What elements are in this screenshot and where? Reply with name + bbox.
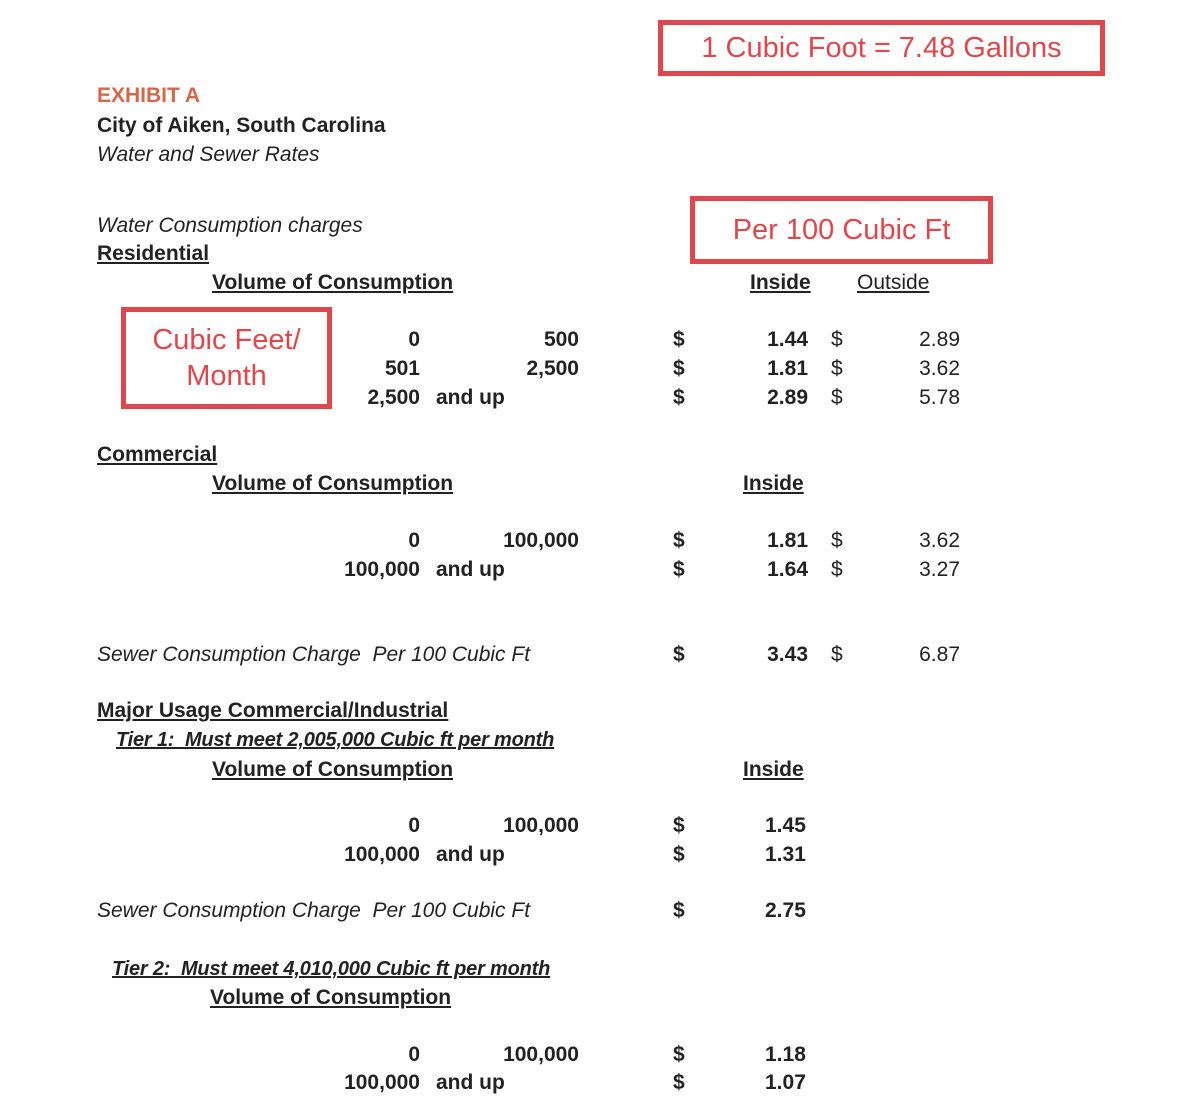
units-callout-line1: Cubic Feet/ (152, 323, 301, 356)
per-unit-callout-text: Per 100 Cubic Ft (732, 213, 951, 246)
range-to: 2,500 (526, 357, 579, 380)
currency-sign: $ (673, 843, 685, 866)
residential-volume-label: Volume of Consumption (212, 271, 454, 294)
inside-rate: 1.44 (767, 328, 808, 351)
range-to: 100,000 (503, 1043, 579, 1066)
currency-sign: $ (673, 357, 685, 380)
range-to: and up (436, 386, 505, 409)
currency-sign: $ (831, 386, 843, 409)
commercial-inside-label: Inside (743, 472, 804, 495)
inside-rate: 1.45 (765, 814, 806, 837)
residential-outside-label: Outside (857, 271, 930, 294)
inside-rate: 1.18 (765, 1043, 806, 1066)
inside-rate: 2.89 (767, 386, 808, 409)
inside-rate: 3.43 (767, 643, 808, 666)
range-from: 100,000 (344, 558, 420, 581)
currency-sign: $ (673, 899, 685, 922)
currency-sign: $ (673, 328, 685, 351)
rates-subtitle: Water and Sewer Rates (97, 143, 320, 166)
water-charges-label: Water Consumption charges (97, 214, 363, 237)
tier1-inside-label: Inside (743, 758, 804, 781)
outside-rate: 3.62 (919, 529, 960, 552)
major-usage-title: Major Usage Commercial/Industrial (97, 699, 449, 722)
range-to: 500 (543, 328, 579, 351)
inside-rate: 1.81 (767, 529, 808, 552)
inside-rate: 1.81 (767, 357, 808, 380)
units-callout-line2: Month (186, 360, 267, 392)
per-unit-callout (690, 196, 993, 264)
currency-sign: $ (831, 328, 843, 351)
commercial-title: Commercial (97, 443, 218, 466)
currency-sign: $ (673, 1071, 685, 1094)
units-callout (121, 307, 332, 409)
city-title: City of Aiken, South Carolina (97, 114, 386, 137)
currency-sign: $ (673, 386, 685, 409)
exhibit-heading: EXHIBIT A (97, 84, 201, 107)
outside-rate: 3.62 (919, 357, 960, 380)
inside-rate: 1.31 (765, 843, 806, 866)
inside-rate: 2.75 (765, 899, 806, 922)
conversion-callout-text: 1 Cubic Foot = 7.48 Gallons (701, 31, 1062, 64)
commercial-volume-label: Volume of Consumption (212, 472, 454, 495)
inside-rate: 1.64 (767, 558, 808, 581)
outside-rate: 2.89 (919, 328, 960, 351)
tier2-label: Tier 2: Must meet 4,010,000 Cubic ft per month (112, 958, 551, 980)
range-to: and up (436, 843, 505, 866)
range-to: and up (436, 1071, 505, 1094)
currency-sign: $ (673, 558, 685, 581)
outside-rate: 6.87 (919, 643, 960, 666)
range-from: 2,500 (367, 386, 420, 409)
range-from: 0 (408, 1043, 420, 1066)
currency-sign: $ (673, 814, 685, 837)
currency-sign: $ (831, 558, 843, 581)
currency-sign: $ (831, 529, 843, 552)
currency-sign: $ (831, 643, 843, 666)
tier1-volume-label: Volume of Consumption (212, 758, 454, 781)
outside-rate: 3.27 (919, 558, 960, 581)
tier1-label: Tier 1: Must meet 2,005,000 Cubic ft per month (116, 729, 555, 751)
currency-sign: $ (673, 643, 685, 666)
sewer-charge-label: Sewer Consumption Charge Per 100 Cubic Ft (97, 899, 531, 922)
range-from: 0 (408, 814, 420, 837)
range-to: 100,000 (503, 529, 579, 552)
currency-sign: $ (673, 1043, 685, 1066)
tier2-volume-label: Volume of Consumption (210, 986, 452, 1009)
range-from: 501 (384, 357, 420, 380)
residential-inside-label: Inside (750, 271, 811, 294)
currency-sign: $ (831, 357, 843, 380)
residential-title: Residential (97, 242, 210, 265)
range-from: 100,000 (344, 1071, 420, 1094)
sewer-charge-label: Sewer Consumption Charge Per 100 Cubic Ft (97, 643, 531, 666)
range-from: 0 (408, 529, 420, 552)
conversion-callout (658, 20, 1105, 76)
inside-rate: 1.07 (765, 1071, 806, 1094)
range-to: and up (436, 558, 505, 581)
currency-sign: $ (673, 529, 685, 552)
range-from: 100,000 (344, 843, 420, 866)
range-to: 100,000 (503, 814, 579, 837)
range-from: 0 (408, 328, 420, 351)
outside-rate: 5.78 (919, 386, 960, 409)
